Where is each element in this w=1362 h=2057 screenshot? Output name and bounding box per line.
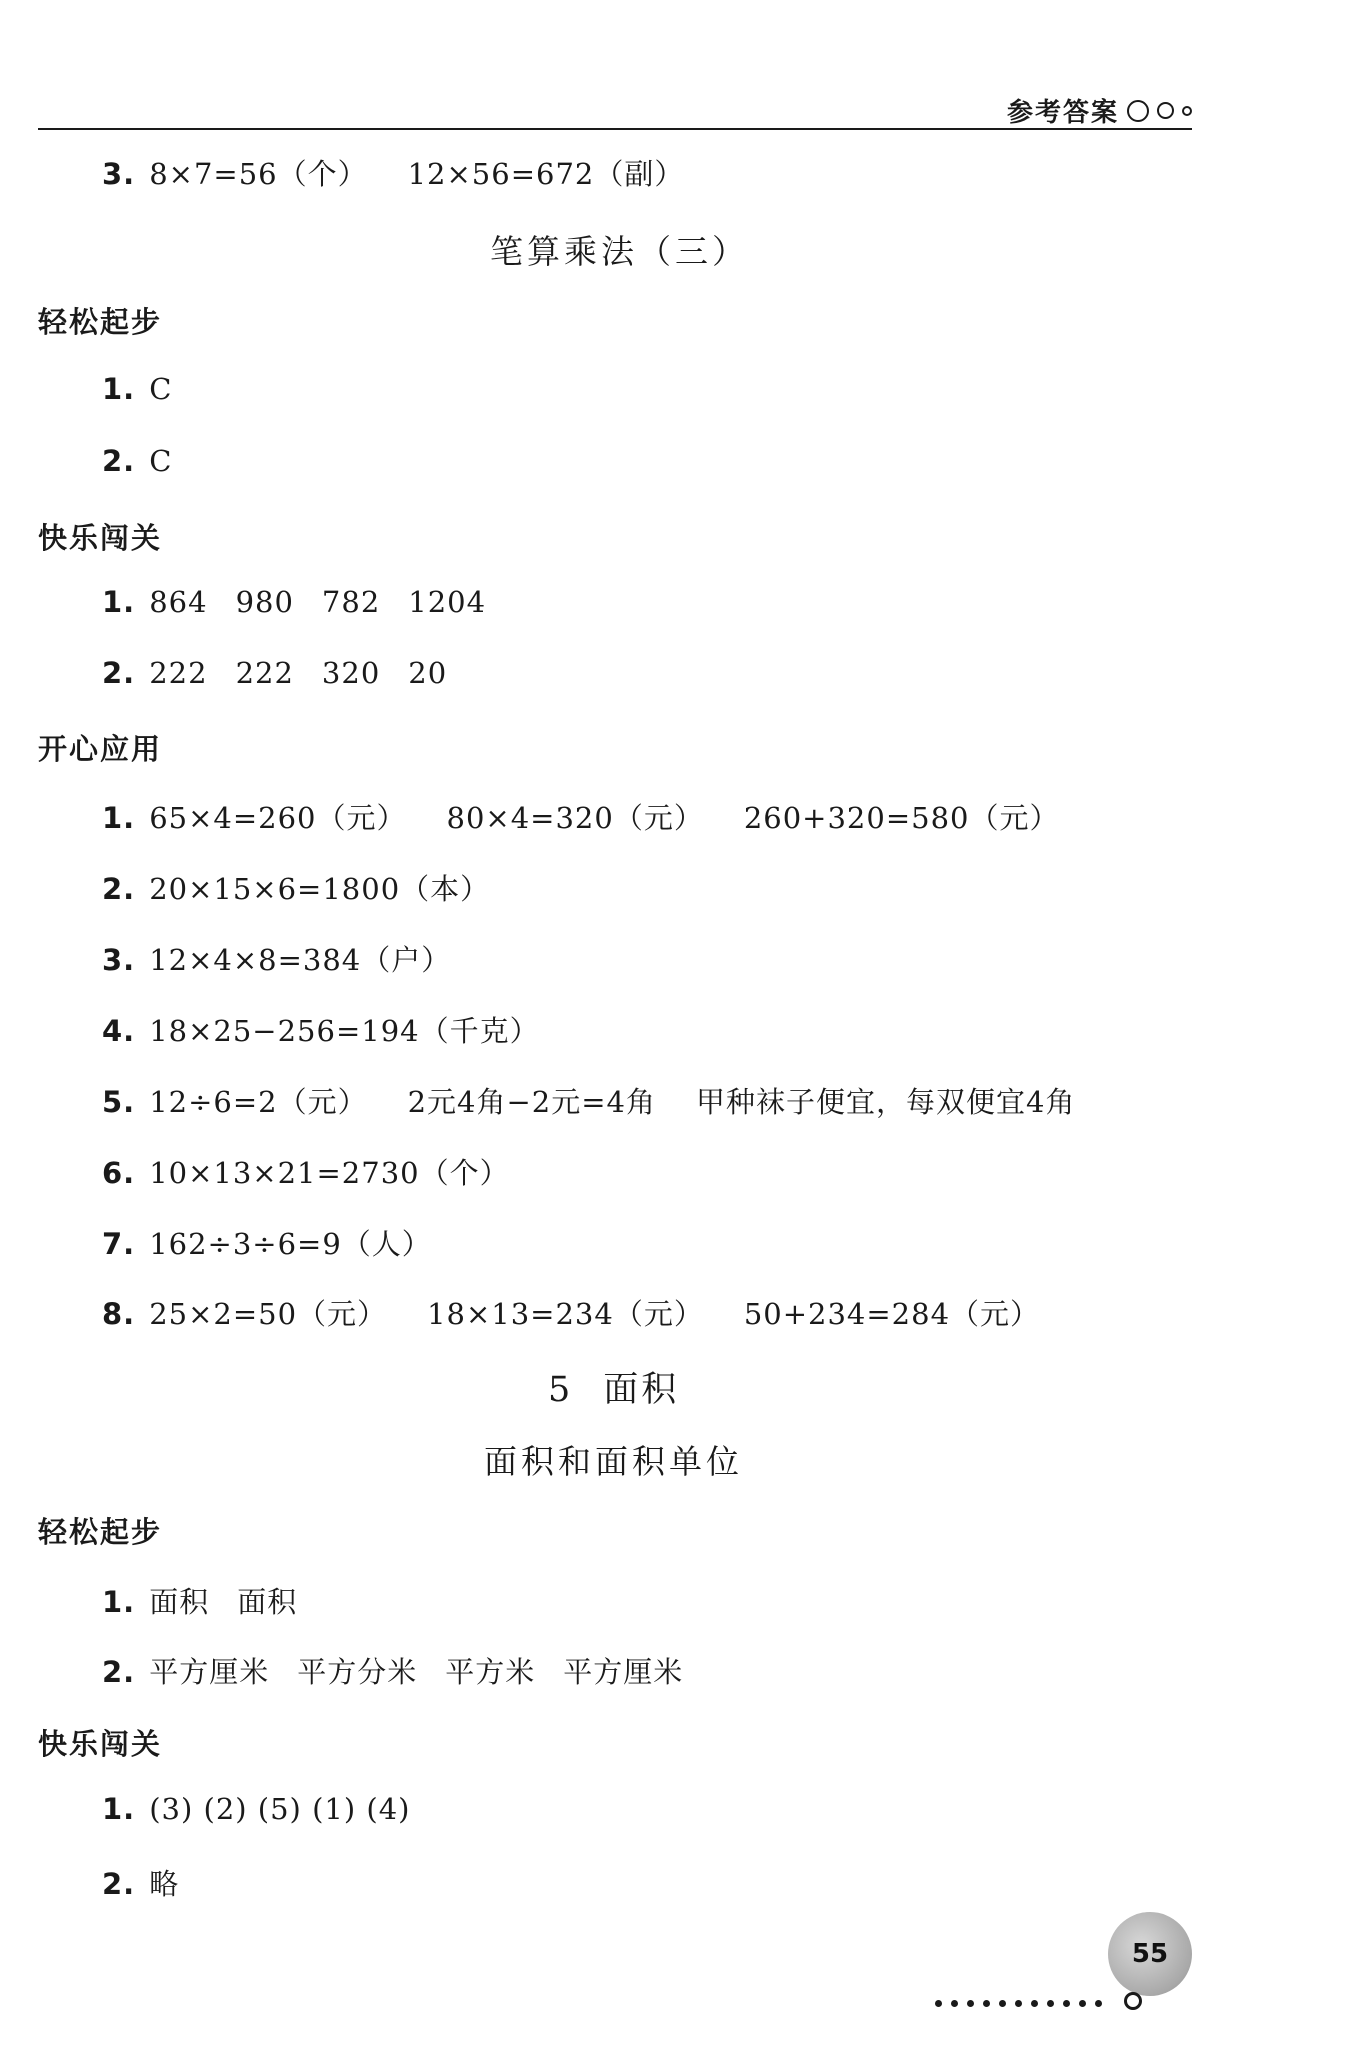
answer-text: 162÷3÷6=9（人） [149,1227,432,1261]
item-number: 1. [102,1792,136,1826]
chapter-name: 面积 [603,1370,680,1410]
group-heading: 轻松起步 [38,1515,163,1549]
answer-line [102,1862,179,1903]
answer-line [102,372,172,406]
answer-text: 50+234=284（元） [743,1297,1041,1331]
answer-line [102,1222,432,1263]
header-label: 参考答案 [1006,98,1119,128]
dot-icon [1047,2000,1054,2007]
answer-line [102,1650,683,1691]
item-number: 3. [102,943,136,977]
answer-line [102,585,486,619]
answer-line [102,1009,540,1050]
answer-text: 平方米 [445,1655,536,1689]
footer-dots [935,2000,1102,2007]
item-number: 2. [102,444,136,478]
dot-icon [935,2000,942,2007]
answer-line [102,1792,410,1826]
item-number: 1. [102,585,136,619]
item-number: 1. [102,801,136,835]
answer-line [102,796,1059,837]
dot-icon [983,2000,990,2007]
answer-text: 平方分米 [297,1655,418,1689]
dot-icon [1079,2000,1086,2007]
item-number: 7. [102,1227,136,1261]
page-ring-icon [1124,1992,1142,2010]
dot-icon [1063,2000,1070,2007]
answer-line [102,444,172,478]
answer-text: (3) (2) (5) (1) (4) [149,1792,411,1826]
answer-text: 平方厘米 [563,1655,684,1689]
item-number: 4. [102,1014,136,1048]
item-number: 2. [102,656,136,690]
answer-text: 略 [149,1867,180,1901]
answer-text: C [149,372,173,406]
answer-line [102,1292,1040,1333]
group-heading: 轻松起步 [38,305,163,339]
running-header [1007,92,1192,129]
dot-icon [951,2000,958,2007]
answer-text: 面积 [149,1585,210,1619]
answer-text: 8×7=56（个） [149,157,368,191]
answer-text: 222 [235,656,294,690]
answer-text: 面积 [237,1585,298,1619]
answer-text: 320 [321,656,381,690]
answer-text: 12÷6=2（元） [149,1085,368,1119]
answer-text: 25×2=50（元） [149,1297,388,1331]
answer-text: 782 [321,585,381,619]
item-number: 2. [102,1867,136,1901]
answer-text: 甲种袜子便宜，每双便宜4角 [696,1085,1076,1119]
answer-text: 80×4=320（元） [446,801,704,835]
answer-text: 1204 [408,585,487,619]
group-heading: 开心应用 [38,732,163,766]
circle-icon-small [1182,106,1192,116]
item-number: 5. [102,1085,136,1119]
answer-text: 18×13=234（元） [427,1297,704,1331]
answer-line [102,938,451,979]
answer-text: 20×15×6=1800（本） [149,872,491,906]
chapter-title [548,1362,679,1412]
item-number: 6. [102,1156,136,1190]
page-number: 55 [1131,1939,1169,1969]
answer-text: 18×25−256=194（千克） [149,1014,540,1048]
answer-text: 2元4角−2元=4角 [407,1085,657,1119]
answer-text: 12×4×8=384（户） [149,943,452,977]
page-number-badge [1108,1912,1192,1996]
answer-text: 12×56=672（副） [407,157,685,191]
dot-icon [1095,2000,1102,2007]
answer-text: 65×4=260（元） [149,801,407,835]
item-number: 1. [102,372,136,406]
answer-text: 260+320=580（元） [743,801,1060,835]
answer-line [102,656,447,690]
section-title: 面积和面积单位 [484,1442,743,1481]
item-number: 2. [102,1655,136,1689]
item-number: 3. [102,157,136,191]
answer-line [102,152,684,193]
answer-text: C [149,444,173,478]
group-heading: 快乐闯关 [38,1727,163,1761]
answer-text: 222 [149,656,208,690]
group-heading: 快乐闯关 [38,521,163,555]
answer-line [102,1151,510,1192]
item-number: 1. [102,1585,136,1619]
answer-text: 864 [149,585,208,619]
chapter-number: 5 [548,1370,574,1410]
answer-line [102,1080,1075,1121]
answer-text: 10×13×21=2730（个） [149,1156,510,1190]
circle-icon-large [1127,100,1149,122]
answer-text: 平方厘米 [149,1655,270,1689]
section-title: 笔算乘法（三） [490,232,749,271]
answer-line [102,867,490,908]
item-number: 2. [102,872,136,906]
dot-icon [1015,2000,1022,2007]
dot-icon [1031,2000,1038,2007]
header-rule [38,128,1192,130]
item-number: 8. [102,1297,136,1331]
answer-text: 980 [235,585,294,619]
answer-text: 20 [408,656,448,690]
dot-icon [967,2000,974,2007]
dot-icon [999,2000,1006,2007]
circle-icon-medium [1157,102,1174,119]
answer-line [102,1580,297,1621]
